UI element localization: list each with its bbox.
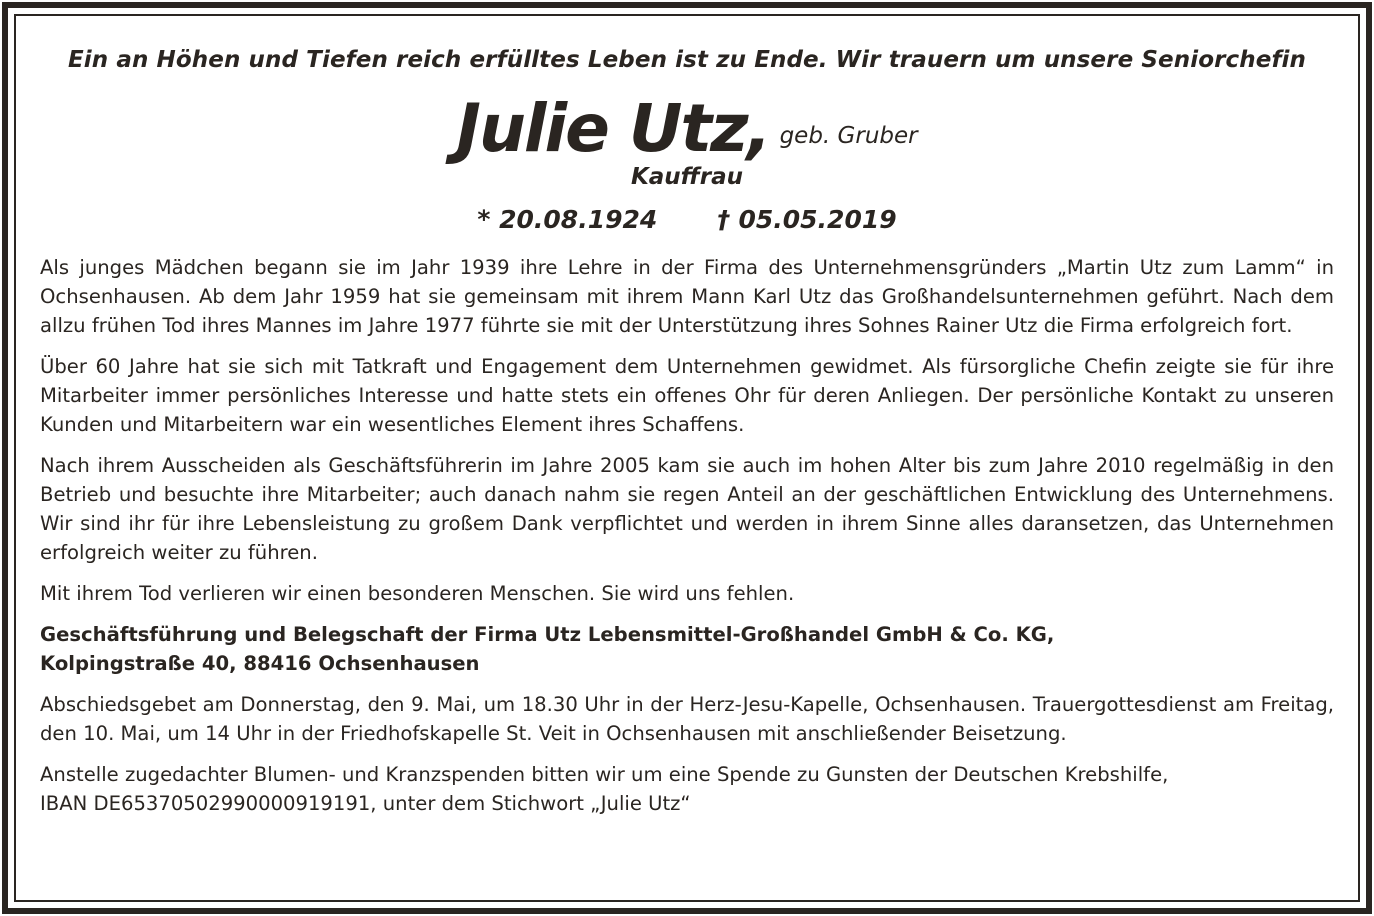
paragraph: Über 60 Jahre hat sie sich mit Tatkraft und Engagement dem Unternehmen gewidmet. Als fürsorgliche Chefin zeigte sie für ihre Mitarbeiter immer persönliches Interesse und hatte stets ein offenes Ohr für deren Anliegen. Der persönliche Kontakt zu unseren Kunden und Mitarbeitern war ein wesentliches Element ihres Schaffens.	[40, 355, 1334, 436]
profession: Kauffrau	[630, 164, 744, 190]
birth-date: * 20.08.1924	[477, 205, 658, 234]
donation-iban: IBAN DE65370502990000919191, unter dem Stichwort „Julie Utz“	[40, 792, 691, 815]
paragraph: Mit ihrem Tod verlieren wir einen besonderen Menschen. Sie wird uns fehlen.	[40, 582, 795, 605]
maiden-name: geb. Gruber	[779, 123, 918, 149]
funeral-services: Abschiedsgebet am Donnerstag, den 9. Mai, um 18.30 Uhr in der Herz-Jesu-Kapelle, Ochsenhausen. Trauergottesdienst am Freitag, den 10. Mai, um 14 Uhr in der Friedhofskapelle St. Veit in Ochsenhausen mit anschließender Beisetzung.	[40, 693, 1334, 745]
signature	[40, 620, 1334, 678]
name-row	[40, 88, 1334, 170]
death-date: † 05.05.2019	[717, 205, 897, 234]
obituary-notice	[40, 40, 1334, 830]
signature-address: Kolpingstraße 40, 88416 Ochsenhausen	[40, 652, 480, 675]
paragraph: Nach ihrem Ausscheiden als Geschäftsführerin im Jahre 2005 kam sie auch im hohen Alter bis zum Jahre 2010 regelmäßig in den Betrieb und besuchte ihre Mitarbeiter; auch danach nahm sie regen Anteil an der geschäftlichen Entwicklung des Unternehmens. Wir sind ihr für ihre Lebensleistung zu großem Dank verpflichtet und werden in ihrem Sinne alles daransetzen, das Unternehmen erfolgreich weiter zu führen.	[40, 454, 1334, 564]
obituary-text	[40, 253, 1334, 818]
deceased-name: Julie Utz,	[456, 90, 770, 167]
signature-company: Geschäftsführung und Belegschaft der Firma Utz Lebensmittel-Großhandel GmbH & Co. KG,	[40, 623, 1055, 646]
donation-line: Anstelle zugedachter Blumen- und Kranzspenden bitten wir um eine Spende zu Gunsten der Deutschen Krebshilfe,	[40, 763, 1169, 786]
headline: Ein an Höhen und Tiefen reich erfülltes Leben ist zu Ende. Wir trauern um unsere Seniorchefin	[67, 47, 1307, 73]
donation-request	[40, 760, 1334, 818]
life-dates	[40, 200, 1334, 240]
paragraph: Als junges Mädchen begann sie im Jahr 1939 ihre Lehre in der Firma des Unternehmensgründers „Martin Utz zum Lamm“ in Ochsenhausen. Ab dem Jahr 1959 hat sie gemeinsam mit ihrem Mann Karl Utz das Großhandelsunternehmen geführt. Nach dem allzu frühen Tod ihres Mannes im Jahre 1977 führte sie mit der Unterstützung ihres Sohnes Rainer Utz die Firma erfolgreich fort.	[40, 256, 1334, 337]
